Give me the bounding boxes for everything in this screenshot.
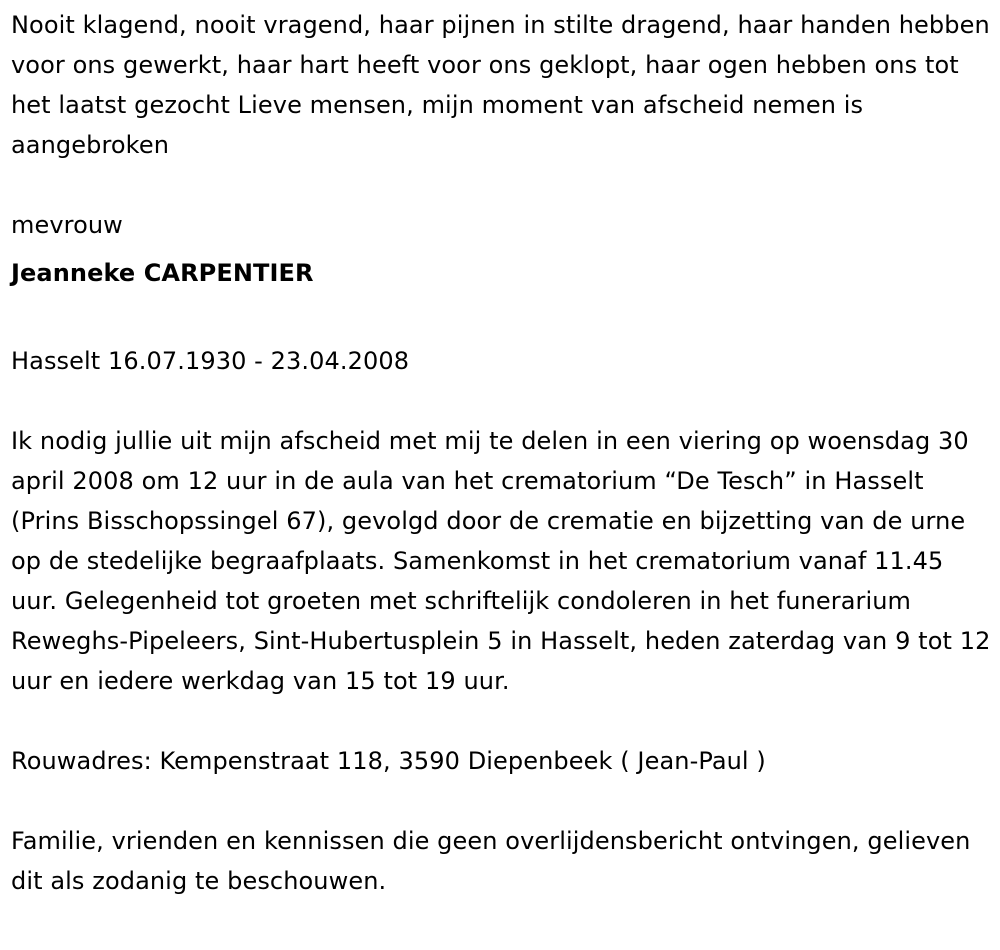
spacer <box>11 701 991 741</box>
spacer <box>11 381 991 421</box>
ceremony-paragraph: Ik nodig jullie uit mijn afscheid met mij te delen in een viering op woensdag 30 april 2008 om 12 uur in de aula van het crematorium “De Tesch” in Hasselt (Prins Bisschopssingel 67), gevolgd door de crematie en bijzetting van de urne op de stedelijke begraafplaats. Samenkomst in het crematorium vanaf 11.45 uur. Gelegenheid tot groeten met schriftelijk condoleren in het funerarium Reweghs-Pipeleers, Sint-Hubertusplein 5 in Hasselt, heden zaterdag van 9 tot 12 uur en iedere werkdag van 15 tot 19 uur. <box>11 427 991 695</box>
honorific: mevrouw <box>11 211 123 239</box>
mourning-address: Rouwadres: Kempenstraat 118, 3590 Diepenbeek ( Jean-Paul ) <box>11 747 766 775</box>
closing-paragraph: Familie, vrienden en kennissen die geen overlijdensbericht ontvingen, gelieven dit als zodanig te beschouwen. <box>11 827 971 895</box>
spacer <box>11 781 991 821</box>
spacer <box>11 301 991 341</box>
life-dates: Hasselt 16.07.1930 - 23.04.2008 <box>11 347 410 375</box>
spacer <box>11 165 991 205</box>
obituary-text <box>11 5 991 901</box>
intro-paragraph: Nooit klagend, nooit vragend, haar pijnen in stilte dragend, haar handen hebben voor ons gewerkt, haar hart heeft voor ons geklopt, haar ogen hebben ons tot het laatst gezocht Lieve mensen, mijn moment van afscheid nemen is aangebroken <box>11 11 990 159</box>
deceased-name: Jeanneke CARPENTIER <box>11 259 314 287</box>
